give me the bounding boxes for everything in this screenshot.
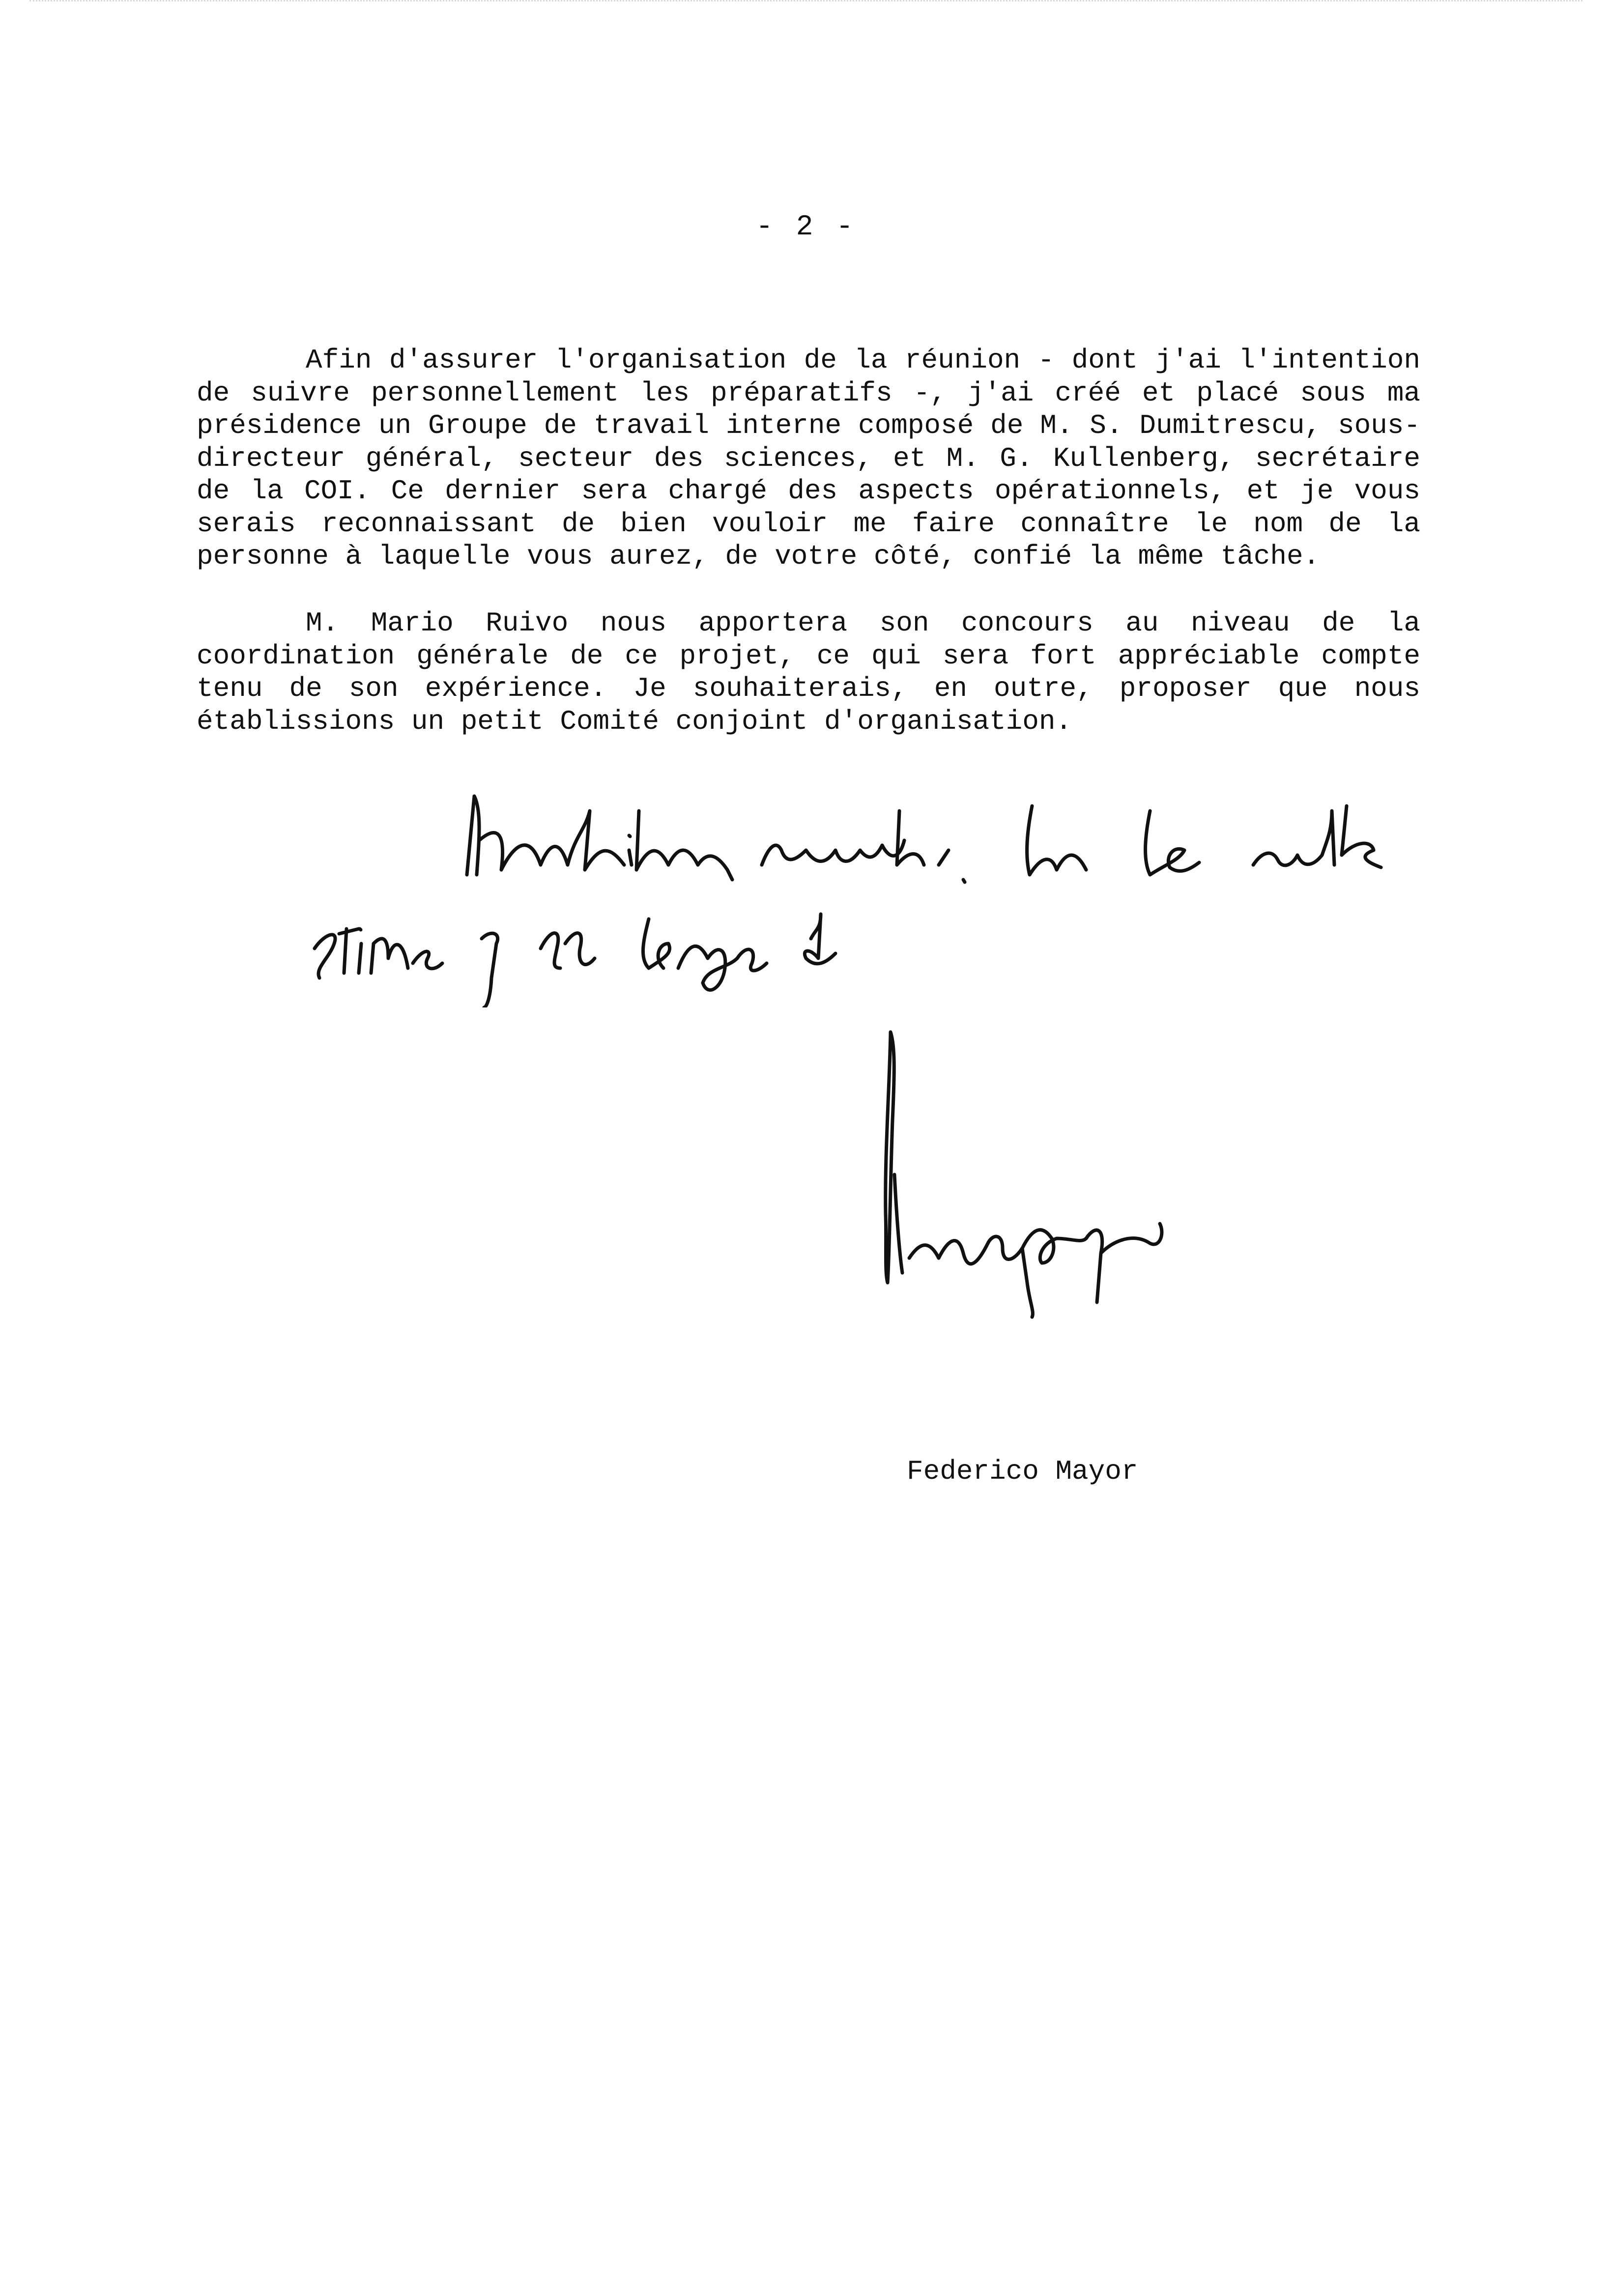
- scan-edge-artifact: [29, 0, 1583, 6]
- handwritten-closing-note: [285, 781, 1415, 1007]
- signer-name: Federico Mayor: [907, 1456, 1138, 1487]
- page-number: - 2 -: [755, 211, 857, 243]
- paragraph-coordination: M. Mario Ruivo nous apportera son concours au niveau de la coordination générale de ce projet, ce qui sera fort appréciable compte tenu de son expérience. Je souhaiterais, en outre, proposer que nous établissions un petit Comité conjoint d'organisation.: [197, 607, 1420, 737]
- paragraph-organisation: Afin d'assurer l'organisation de la réunion - dont j'ai l'intention de suivre personnellement les préparatifs -, j'ai créé et placé sous ma présidence un Groupe de travail interne composé de M. S. Dumitrescu, sous-directeur général, secteur des sciences, et M. G. Kullenberg, secrétaire de la COI. Ce dernier sera chargé des aspects opérationnels, et je vous serais reconnaissant de bien vouloir me faire connaître le nom de la personne à laquelle vous aurez, de votre côté, confié la même tâche.: [197, 344, 1420, 572]
- signature-image: [855, 1027, 1170, 1322]
